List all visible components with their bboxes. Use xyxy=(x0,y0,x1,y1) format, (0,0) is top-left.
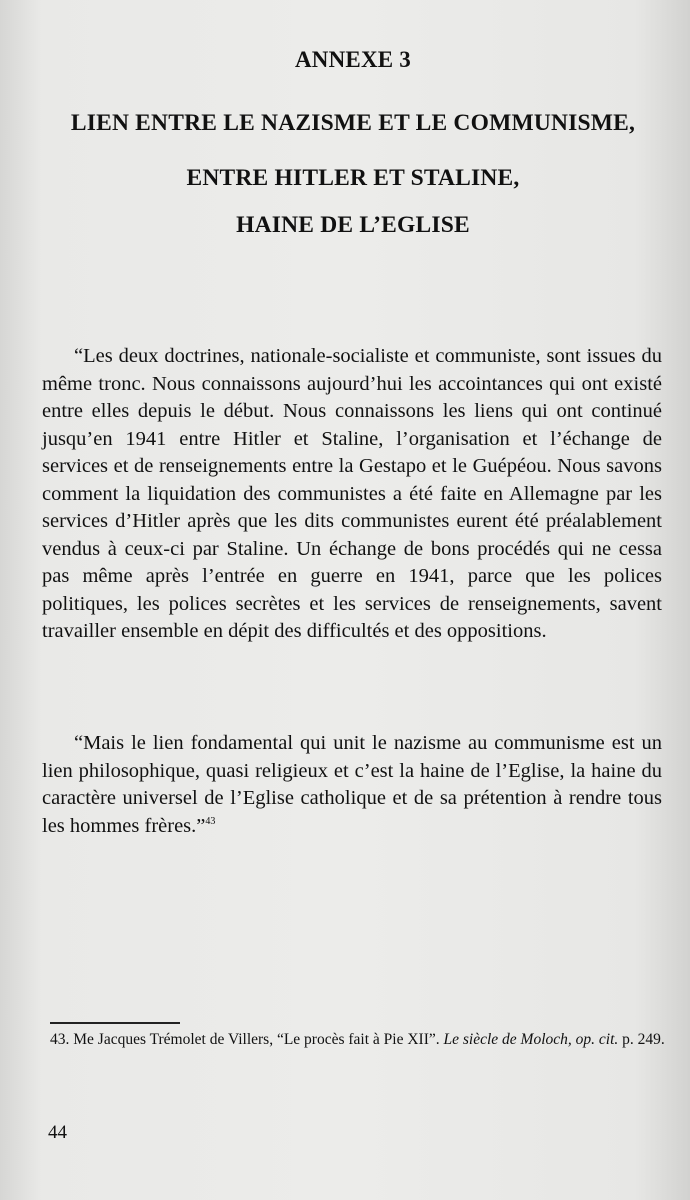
annexe-heading: ANNEXE 3 xyxy=(295,47,411,72)
chapter-title-line-1: LIEN ENTRE LE NAZISME ET LE COMMUNISME, xyxy=(70,110,636,136)
footnote-italic-title: Le siècle de Moloch, op. cit. xyxy=(443,1031,619,1048)
footnote-number: 43. xyxy=(50,1031,70,1048)
footnote-reference: 43 xyxy=(205,815,216,827)
quote-paragraph-2-text: “Mais le lien fondamental qui unit le nazisme au communisme est un lien philosophique, quasi religieux et c’est la haine de l’Eglise, la haine du caractère universel de l’Eglise catholique et de sa prétention à rendre tous les hommes frères.” xyxy=(42,732,662,837)
page-number: 44 xyxy=(48,1122,67,1143)
footnote-text: Me Jacques Trémolet de Villers, “Le procès fait à Pie XII”. xyxy=(73,1031,440,1048)
footnote-divider xyxy=(50,1022,180,1024)
chapter-title-line-3: HAINE DE L’EGLISE xyxy=(236,212,470,238)
quote-paragraph-1: “Les deux doctrines, nationale-socialiste et communiste, sont issues du même tronc. Nous connaissons aujourd’hui les accointances qui ont existé entre elles depuis le début. Nous connaissons les liens qui ont continué jusqu’en 1941 entre Hitler et Staline, l’organisation et l’échange de services et de renseignements entre la Gestapo et le Guépéou. Nous savons comment la liquidation des communistes a été faite en Allemagne par les services d’Hitler après que les dits communistes eurent été préalablement vendus à ceux-ci par Staline. Un échange de bons procédés qui ne cessa pas même après l’entrée en guerre en 1941, parce que les polices politiques, les polices secrètes et les services de renseignements, savent travailler ensemble en dépit des difficultés et des oppositions. xyxy=(42,345,662,642)
quote-paragraph-2 xyxy=(42,730,662,840)
footnote-page: p. 249. xyxy=(622,1031,665,1048)
footnote xyxy=(50,1030,665,1050)
chapter-title-line-2: ENTRE HITLER ET STALINE, xyxy=(186,165,520,191)
